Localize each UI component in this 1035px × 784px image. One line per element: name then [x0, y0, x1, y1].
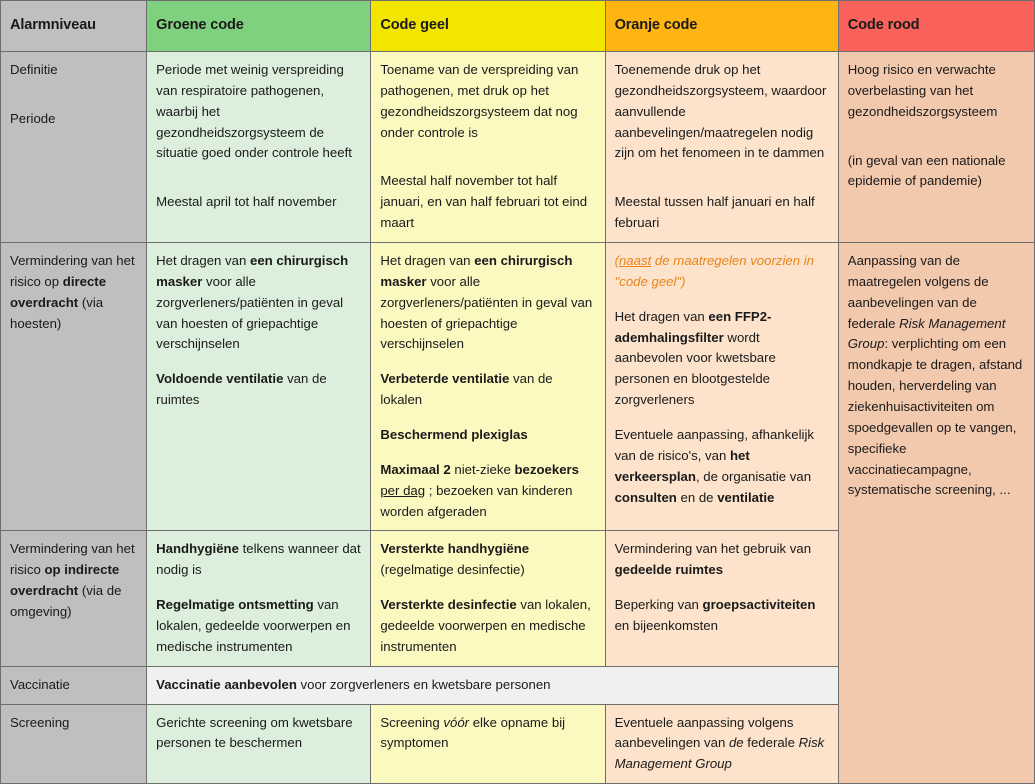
direct-green-p1-t1: Het dragen van [156, 253, 250, 269]
row-label-definitie-periode [1, 52, 147, 243]
direct-orange-note [615, 251, 829, 293]
direct-green-p2 [156, 369, 361, 411]
row-label-directe-overdracht-text [10, 251, 137, 334]
direct-yellow-p1-t1: Het dragen van [380, 253, 475, 269]
cell-direct-orange [605, 243, 838, 531]
indirect-orange-p1-b1: gedeelde ruimtes [614, 562, 724, 578]
indirect-yellow-p1-b1: Versterkte handhygiëne [380, 541, 530, 557]
vaccinatie-bold: Vaccinatie aanbevolen [156, 676, 297, 692]
indirect-green-p1-t2: telkens wanneer dat nodig is [156, 541, 361, 578]
indirect-label-part1: Vermindering van het risico [10, 541, 135, 578]
column-header-code-geel: Code geel [371, 1, 605, 52]
cell-screening-yellow [371, 704, 605, 784]
indirect-green-p2 [156, 595, 361, 658]
direct-orange-p1-t2: wordt aanbevolen voor kwetsbare personen en blootgestelde zorgverleners [614, 329, 776, 408]
definitie-yellow-text: Toename van de verspreiding van pathogenen, met druk op het gezondheidszorgsysteem dat nog onder controle is [380, 62, 579, 140]
screening-orange-i1: de [728, 735, 744, 751]
row-label-vaccinatie [1, 666, 147, 704]
direct-label-part2: (via hoesten) [10, 294, 104, 331]
row-label-screening-text: Screening [10, 714, 70, 730]
direct-orange-p2 [615, 425, 829, 508]
cell-definitie-red [838, 52, 1034, 243]
indirect-orange-p1-t1: Vermindering van het gebruik van [614, 541, 812, 557]
direct-orange-p1-b1: een FFP2-ademhalingsfilter [614, 308, 772, 345]
direct-orange-p2-t3: en de [676, 489, 718, 505]
direct-green-p1 [156, 251, 361, 355]
indirect-orange-p1 [615, 539, 829, 581]
indirect-yellow-p2-t2: van lokalen, gedeelde voorwerpen en medische instrumenten [380, 597, 591, 654]
screening-orange-t1: Eventuele aanpassing volgens aanbevelingen van [614, 714, 794, 751]
direct-orange-p2-b3: ventilatie [717, 489, 775, 505]
direct-label-part1: Vermindering van het risico op [10, 253, 135, 289]
direct-orange-p1-t1: Het dragen van [614, 308, 709, 324]
direct-green-p2-t2: van de ruimtes [156, 371, 327, 408]
screening-orange-t2: federale [743, 735, 799, 751]
screening-orange-text [615, 713, 829, 776]
row-label-periode-text: Periode [10, 110, 56, 126]
indirect-yellow-p1 [380, 539, 595, 581]
screening-orange-i2: Risk Management Group [614, 735, 825, 772]
direct-yellow-p1 [380, 251, 595, 355]
screening-yellow-text [380, 713, 595, 755]
indirect-orange-p2-t1: Beperking van [614, 597, 703, 613]
direct-yellow-p4-b1: Maximaal 2 [380, 461, 451, 477]
cell-indirect-orange [605, 531, 838, 666]
red-merged-p1-i1: Risk Management Group [847, 315, 1006, 352]
cell-indirect-green [147, 531, 371, 666]
column-header-groene-code: Groene code [147, 1, 371, 52]
column-header-code-rood: Code rood [838, 1, 1034, 52]
cell-vaccinatie-merged [147, 666, 839, 704]
periode-green-text: Meestal april tot half november [156, 194, 337, 210]
vaccinatie-rest: voor zorgverleners en kwetsbare personen [296, 676, 551, 692]
direct-yellow-p4-t2: niet-zieke [450, 461, 515, 477]
table-row-directe-overdracht [1, 243, 1035, 531]
red-merged-p1-t1: Aanpassing van de maatregelen volgens de aanbevelingen van de federale [847, 253, 989, 331]
screening-green-text: Gerichte screening om kwetsbare personen te beschermen [156, 714, 353, 751]
direct-yellow-p2 [380, 369, 595, 411]
direct-yellow-p3-b1: Beschermend plexiglas [380, 427, 528, 443]
column-header-alarmniveau: Alarmniveau [1, 1, 147, 52]
periode-orange-text: Meestal tussen half januari en half februari [614, 194, 815, 231]
direct-yellow-p4-u1: per dag [380, 482, 426, 498]
direct-orange-note-u1: naast [618, 253, 652, 269]
table-header-row [1, 1, 1035, 52]
row-label-indirecte-overdracht [1, 531, 147, 666]
red-merged-p1 [848, 251, 1025, 501]
direct-orange-p2-t2: , de organisatie van [695, 468, 812, 484]
periode-yellow-text: Meestal half november tot half januari, en van half februari tot eind maart [380, 173, 588, 231]
cell-indirect-yellow [371, 531, 605, 666]
indirect-green-p2-t2: van lokalen, gedeelde voorwerpen en medische instrumenten [156, 597, 351, 654]
direct-orange-note-open: ( [614, 253, 619, 269]
cell-direct-green [147, 243, 371, 531]
row-label-directe-overdracht [1, 243, 147, 531]
cell-screening-orange [605, 704, 838, 784]
column-header-oranje-code: Oranje code [605, 1, 838, 52]
screening-yellow-i1: vóór [443, 714, 470, 730]
screening-yellow-t1: Screening [380, 714, 444, 730]
periode-red-text: (in geval van een nationale epidemie of pandemie) [847, 152, 1006, 189]
direct-yellow-p1-b1: een chirurgisch masker [380, 253, 573, 289]
direct-orange-note-t1: de maatregelen voorzien in "code geel") [614, 253, 814, 289]
screening-yellow-t2: elke opname bij symptomen [380, 714, 566, 751]
definitie-orange-text: Toenemende druk op het gezondheidszorgsysteem, waardoor aanvullende aanbevelingen/maatregelen nodig zijn om het fenomeen in te dammen [614, 62, 827, 161]
indirect-label-part2: (via de omgeving) [10, 583, 122, 620]
table-row-definitie-periode [1, 52, 1035, 243]
definitie-red-text: Hoog risico en verwachte overbelasting van het gezondheidszorgsysteem [847, 62, 998, 119]
cell-definitie-orange [605, 52, 838, 243]
cell-direct-yellow [371, 243, 605, 531]
direct-yellow-p4 [380, 460, 595, 523]
indirect-yellow-p2-b1: Versterkte desinfectie [380, 597, 517, 613]
cell-red-merged-measures [838, 243, 1034, 784]
direct-orange-p1 [615, 307, 829, 411]
direct-orange-p2-t1: Eventuele aanpassing, afhankelijk van de risico's, van [614, 427, 814, 463]
direct-yellow-p2-t2: van de lokalen [380, 371, 553, 408]
direct-green-p2-b1: Voldoende ventilatie [156, 371, 284, 387]
direct-yellow-p1-t2: voor alle zorgverleners/patiënten in geval van hoesten of griepachtige verschijnselen [380, 273, 593, 352]
indirect-label-bold: op indirecte overdracht [10, 562, 120, 599]
direct-label-bold: directe overdracht [10, 273, 107, 310]
row-label-indirecte-overdracht-text [10, 539, 137, 622]
direct-yellow-p2-b1: Verbeterde ventilatie [380, 371, 510, 387]
cell-screening-green [147, 704, 371, 784]
indirect-yellow-p1-t2: (regelmatige desinfectie) [380, 562, 525, 578]
direct-green-p1-t2: voor alle zorgverleners/patiënten in geval van hoesten of griepachtige verschijnselen [156, 273, 344, 352]
direct-yellow-p4-b2: bezoekers [514, 461, 580, 477]
indirect-orange-p2 [615, 595, 829, 637]
indirect-yellow-p2 [380, 595, 595, 658]
direct-yellow-p3 [380, 425, 595, 446]
direct-orange-p2-b2: consulten [614, 489, 677, 505]
definitie-green-text: Periode met weinig verspreiding van respiratoire pathogenen, waarbij het gezondheidszorgsysteem de situatie goed onder controle heeft [156, 62, 352, 161]
indirect-green-p1-b1: Handhygiëne [156, 541, 239, 557]
row-label-definitie-text: Definitie [10, 62, 58, 77]
indirect-orange-p2-b1: groepsactiviteiten [702, 597, 816, 613]
red-merged-p1-t2: : verplichting om een mondkapje te dragen, afstand houden, herverdeling van ziekenhuisactiviteiten om spoedgevallen op te vangen, specifieke vaccinatiecampagne, systematische screening, ... [847, 336, 1023, 498]
direct-green-p1-b1: een chirurgisch masker [156, 253, 349, 289]
cell-definitie-yellow [371, 52, 605, 243]
indirect-green-p2-b1: Regelmatige ontsmetting [156, 597, 314, 613]
vaccinatie-merged-text [156, 677, 550, 692]
cell-definitie-green [147, 52, 371, 243]
row-label-screening [1, 704, 147, 784]
indirect-green-p1 [156, 539, 361, 581]
direct-yellow-p4-t4: ; bezoeken van kinderen worden afgeraden [380, 482, 573, 519]
direct-orange-p2-b1: het verkeersplan [614, 447, 750, 484]
indirect-orange-p2-t2: en bijeenkomsten [614, 618, 718, 634]
row-label-vaccinatie-text: Vaccinatie [10, 676, 70, 692]
